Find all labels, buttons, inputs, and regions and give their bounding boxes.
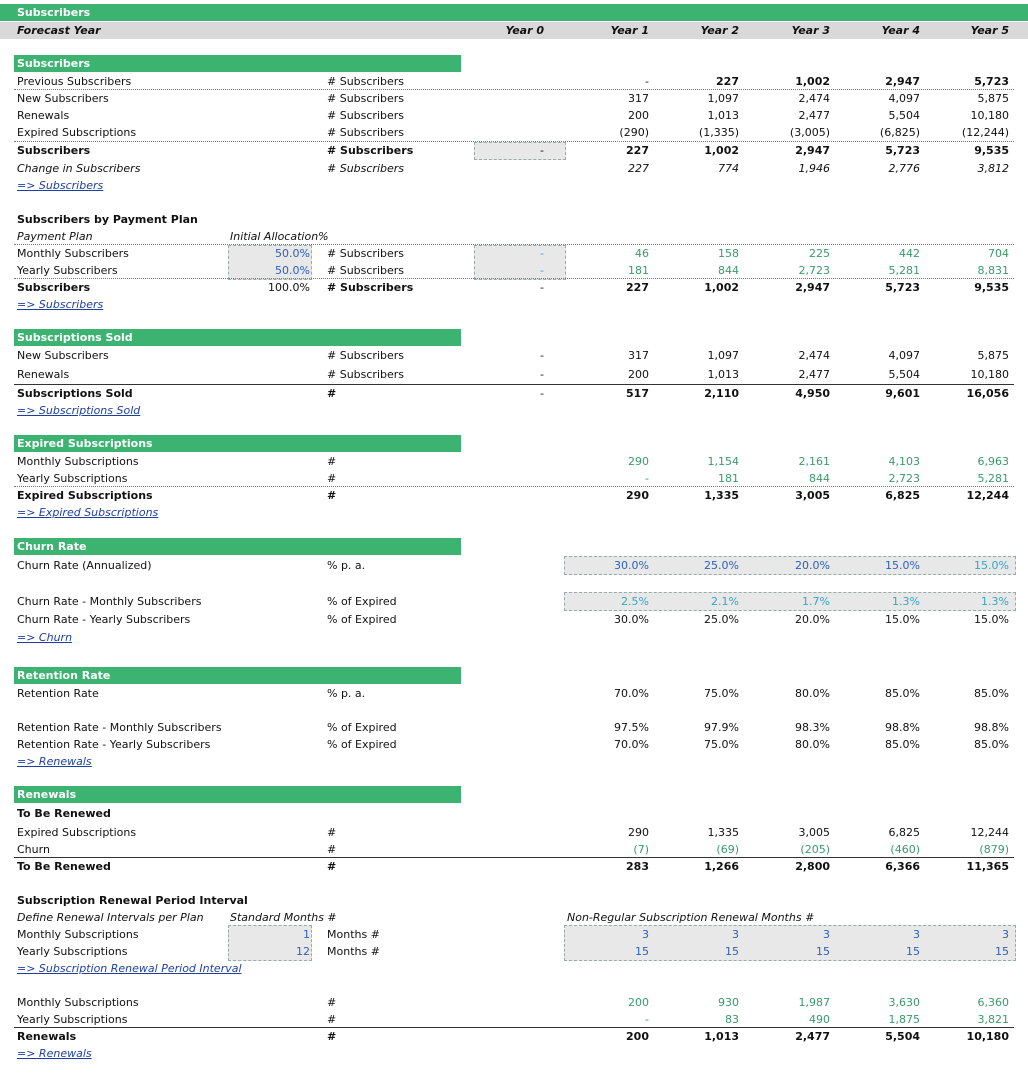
to-be-renewed-title: To Be Renewed (17, 807, 111, 820)
total-row: Subscribers 100.0% # Subscribers - 227 1,002 2,947 5,723 9,535 (17, 281, 1009, 294)
table-row: Renewals # Subscribers 200 1,013 2,477 5,504 10,180 (17, 109, 1009, 122)
table-row: Churn Rate - Yearly Subscribers % of Expired 30.0% 25.0% 20.0% 15.0% 15.0% (17, 613, 1009, 626)
year-header-row (0, 22, 1028, 39)
table-row: Yearly Subscribers 50.0% # Subscribers - 181 844 2,723 5,281 8,831 (17, 264, 1009, 277)
year-4-header: Year 4 (881, 24, 920, 37)
table-row: Expired Subscriptions # 290 1,335 3,005 6,825 12,244 (17, 826, 1009, 839)
year-5-header: Year 5 (970, 24, 1009, 37)
link-expired-subscriptions[interactable]: => Expired Subscriptions (17, 506, 159, 519)
sheet-title: Subscribers (17, 6, 91, 19)
renewal-interval-title: Subscription Renewal Period Interval (17, 894, 248, 907)
year-3-header: Year 3 (791, 24, 830, 37)
section-header-expired: Expired Subscriptions (14, 435, 461, 452)
table-row: Renewals # Subscribers - 200 1,013 2,477 5,504 10,180 (17, 368, 1009, 381)
table-row: Monthly Subscriptions 1 Months # 3 3 3 3 3 (17, 928, 1009, 941)
table-row: Retention Rate % p. a. 70.0% 75.0% 80.0% 85.0% 85.0% (17, 687, 1009, 700)
table-row: New Subscribers # Subscribers - 317 1,097 2,474 4,097 5,875 (17, 349, 1009, 362)
section-header-churn: Churn Rate (14, 538, 461, 555)
year-2-header: Year 2 (700, 24, 739, 37)
link-subscribers-2[interactable]: => Subscribers (17, 298, 104, 311)
table-row: Retention Rate - Monthly Subscribers % of Expired 97.5% 97.9% 98.3% 98.8% 98.8% (17, 721, 1009, 734)
section-title-payment-plan: Subscribers by Payment Plan (17, 213, 198, 226)
link-churn[interactable]: => Churn (17, 631, 73, 644)
table-row: Previous Subscribers # Subscribers - 227 1,002 2,947 5,723 (17, 75, 1009, 88)
total-row: Subscribers # Subscribers - 227 1,002 2,947 5,723 9,535 (17, 144, 1009, 157)
table-row: Churn Rate (Annualized) % p. a. 30.0% 25.0% 20.0% 15.0% 15.0% (17, 559, 1009, 572)
section-header-retention: Retention Rate (14, 667, 461, 684)
total-row: To Be Renewed # 283 1,266 2,800 6,366 11,365 (17, 860, 1009, 873)
year-1-header: Year 1 (610, 24, 649, 37)
table-row: Monthly Subscriptions # 290 1,154 2,161 4,103 6,963 (17, 455, 1009, 468)
table-header-row: Payment Plan Initial Allocation% (17, 230, 329, 243)
link-renewals[interactable]: => Renewals (17, 755, 92, 768)
table-row: Yearly Subscriptions 12 Months # 15 15 15 15 15 (17, 945, 1009, 958)
table-header-row: Define Renewal Intervals per Plan Standard Months # Non-Regular Subscription Renewal Months # (17, 911, 815, 924)
section-header-subscriptions-sold: Subscriptions Sold (14, 329, 461, 346)
total-row: Expired Subscriptions # 290 1,335 3,005 6,825 12,244 (17, 489, 1009, 502)
link-subscriptions-sold[interactable]: => Subscriptions Sold (17, 404, 141, 417)
section-header-subscribers: Subscribers (14, 55, 461, 72)
link-renewals-2[interactable]: => Renewals (17, 1047, 92, 1060)
table-row: Yearly Subscriptions # - 181 844 2,723 5,281 (17, 472, 1009, 485)
table-row: Churn # (7) (69) (205) (460) (879) (17, 843, 1009, 856)
forecast-year-label: Forecast Year (17, 24, 101, 37)
link-renewal-interval[interactable]: => Subscription Renewal Period Interval (17, 962, 242, 975)
table-row: Expired Subscriptions # Subscribers (290) (1,335) (3,005) (6,825) (12,244) (17, 126, 1009, 139)
table-row: Retention Rate - Yearly Subscribers % of Expired 70.0% 75.0% 80.0% 85.0% 85.0% (17, 738, 1009, 751)
link-subscribers[interactable]: => Subscribers (17, 179, 104, 192)
sheet-title-bar (0, 4, 1028, 21)
table-row: New Subscribers # Subscribers 317 1,097 2,474 4,097 5,875 (17, 92, 1009, 105)
table-row: Monthly Subscribers 50.0% # Subscribers - 46 158 225 442 704 (17, 247, 1009, 260)
section-header-renewals: Renewals (14, 786, 461, 803)
year-0-header: Year 0 (505, 24, 544, 37)
table-row: Change in Subscribers # Subscribers 227 774 1,946 2,776 3,812 (17, 162, 1009, 175)
table-row: Churn Rate - Monthly Subscribers % of Expired 2.5% 2.1% 1.7% 1.3% 1.3% (17, 595, 1009, 608)
total-row: Renewals # 200 1,013 2,477 5,504 10,180 (17, 1030, 1009, 1043)
table-row: Yearly Subscriptions # - 83 490 1,875 3,821 (17, 1013, 1009, 1026)
total-row: Subscriptions Sold # - 517 2,110 4,950 9,601 16,056 (17, 387, 1009, 400)
table-row: Monthly Subscriptions # 200 930 1,987 3,630 6,360 (17, 996, 1009, 1009)
